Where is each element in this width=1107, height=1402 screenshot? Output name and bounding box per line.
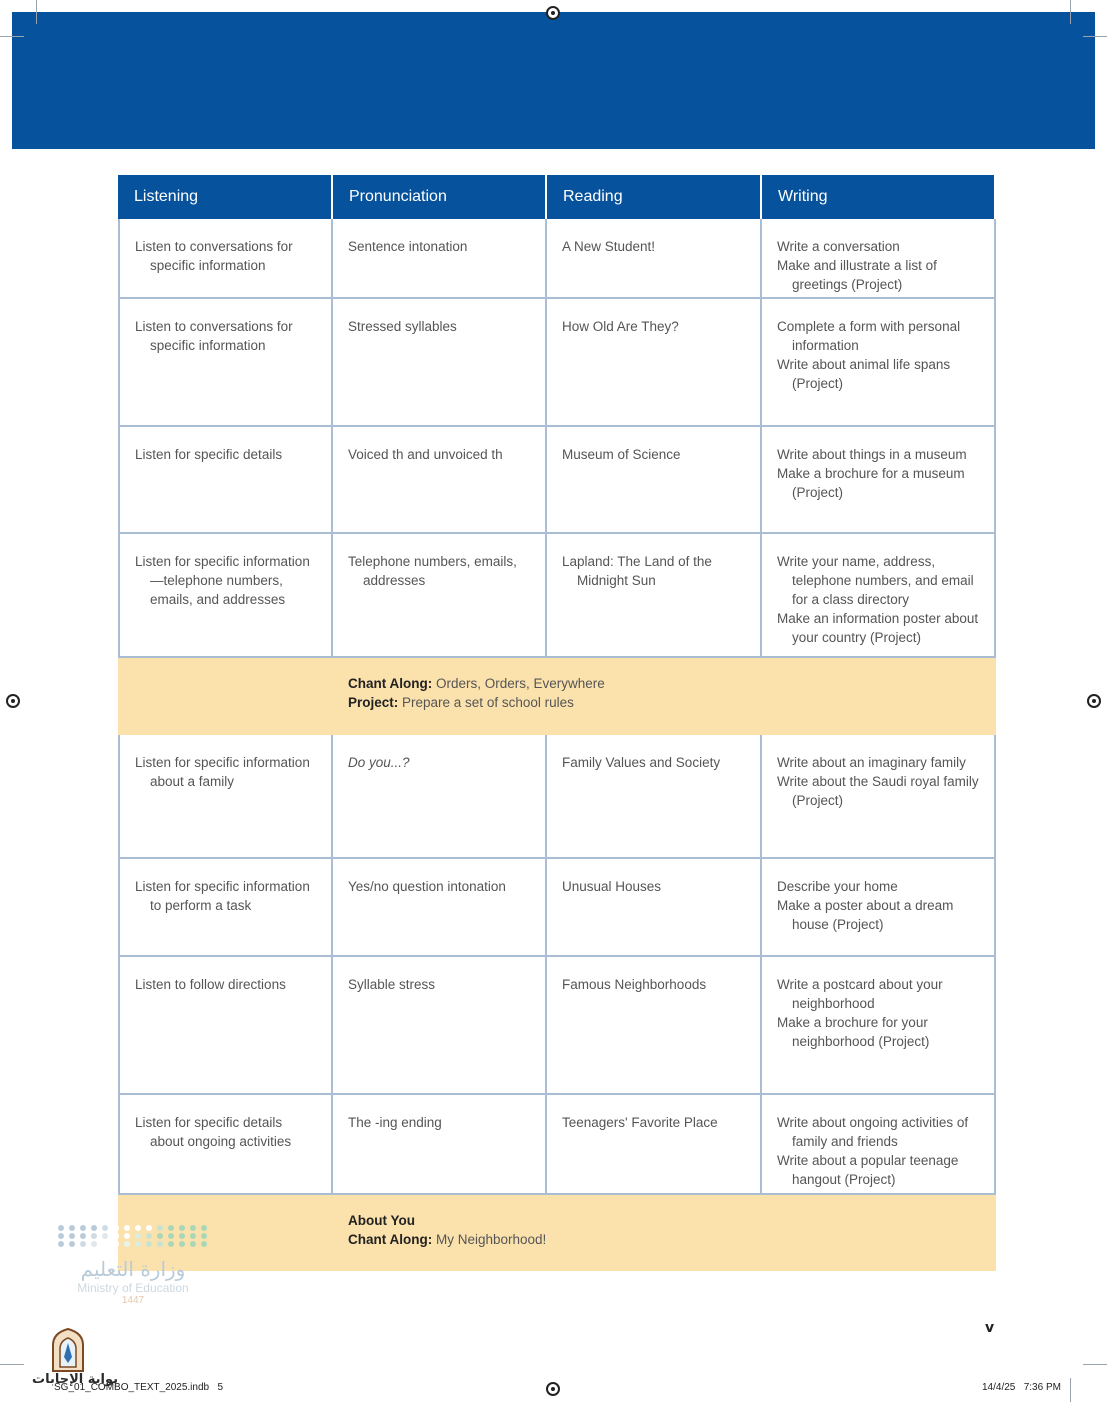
crop-mark [1070, 0, 1071, 24]
cell-text: Make a poster about a dream house (Project) [777, 898, 954, 932]
cell-text: Make a brochure for your neighborhood (Project) [777, 1015, 930, 1049]
header-listening: Listening [118, 175, 333, 219]
writing-cell [762, 427, 996, 534]
listening-cell [118, 859, 333, 957]
band-text: Orders, Orders, Everywhere [432, 676, 605, 691]
syllabus-table [118, 175, 996, 1271]
ministry-name-en: Ministry of Education [77, 1281, 189, 1295]
registration-mark-icon [546, 6, 560, 20]
reading-cell [547, 735, 762, 859]
writing-cell [762, 1095, 996, 1195]
crop-mark [36, 0, 37, 24]
pronunciation-cell [333, 859, 547, 957]
cell-text: Famous Neighborhoods [562, 977, 707, 992]
writing-cell [762, 219, 996, 299]
reading-cell [547, 957, 762, 1095]
ministry-logo [58, 1225, 208, 1306]
cell-text: The -ing ending [348, 1115, 442, 1130]
pronunciation-cell [333, 427, 547, 534]
listening-cell [118, 1095, 333, 1195]
watermark-text: بوابة الإجابات [32, 1372, 118, 1387]
writing-cell [762, 859, 996, 957]
reading-cell [547, 534, 762, 658]
cell-text: Yes/no question intonation [348, 879, 506, 894]
cell-text: Make and illustrate a list of greetings (Project) [777, 258, 937, 292]
listening-cell [118, 957, 333, 1095]
cell-text: Stressed syllables [348, 319, 457, 334]
listening-cell [118, 299, 333, 427]
registration-mark-icon [6, 694, 20, 708]
cell-text: specific information [150, 258, 266, 273]
writing-cell [762, 957, 996, 1095]
cell-text: Teenagers' Favorite Place [562, 1115, 718, 1130]
writing-cell [762, 299, 996, 427]
cell-text: Write about animal life spans (Project) [777, 357, 951, 391]
cell-text: Complete a form with personal information [777, 319, 961, 353]
cell-text: How Old Are They? [562, 319, 679, 334]
band-label: Chant Along: [348, 676, 433, 691]
cell-text: A New Student! [562, 239, 656, 254]
cell-text: Listen to follow directions [135, 977, 286, 992]
ministry-name-ar: وزارة التعليم [80, 1257, 186, 1281]
listening-cell [118, 219, 333, 299]
band-text: My Neighborhood! [432, 1232, 547, 1247]
cell-text: Write about things in a museum [777, 447, 967, 462]
cell-text: Voiced th and unvoiced th [348, 447, 503, 462]
header-writing: Writing [762, 175, 996, 219]
listening-cell [118, 735, 333, 859]
cell-text: Write your name, address, telephone numbers, and email for a class directory [777, 554, 974, 607]
crop-mark [0, 1364, 24, 1365]
cell-text: Listen to conversations for [135, 319, 293, 334]
registration-mark-icon [546, 1382, 560, 1396]
registration-mark-icon [1087, 694, 1101, 708]
cell-text: Make a brochure for a museum (Project) [777, 466, 965, 500]
reading-cell [547, 299, 762, 427]
cell-text: Do you...? [348, 755, 410, 770]
cell-text: Describe your home [777, 879, 898, 894]
writing-cell [762, 534, 996, 658]
band-text: Prepare a set of school rules [398, 695, 574, 710]
cell-text: Write a conversation [777, 239, 900, 254]
pronunciation-cell [333, 735, 547, 859]
about-you-band [118, 1195, 996, 1271]
cell-text: Write about the Saudi royal family (Project) [777, 774, 979, 808]
reading-cell [547, 1095, 762, 1195]
reading-cell [547, 219, 762, 299]
crop-mark [1083, 1364, 1107, 1365]
writing-cell [762, 735, 996, 859]
cell-text: specific information [150, 338, 266, 353]
cell-text: Write a postcard about your neighborhood [777, 977, 943, 1011]
pronunciation-cell [333, 1095, 547, 1195]
cell-text: Unusual Houses [562, 879, 662, 894]
footer-file [54, 1382, 223, 1393]
pronunciation-cell [333, 534, 547, 658]
cell-text: Museum of Science [562, 447, 681, 462]
footer-time: 7:36 PM [1023, 1382, 1061, 1393]
header-reading: Reading [547, 175, 762, 219]
footer-date: 14/4/25 [982, 1382, 1016, 1393]
cell-text: Listen to conversations for [135, 239, 293, 254]
cell-text: Telephone numbers, emails, addresses [348, 554, 517, 588]
listening-cell [118, 534, 333, 658]
crop-mark [1070, 1378, 1071, 1402]
band-label: Chant Along: [348, 1232, 433, 1247]
cell-text: Make an information poster about your country (Project) [777, 611, 979, 645]
reading-cell [547, 859, 762, 957]
header-pronunciation: Pronunciation [333, 175, 547, 219]
ministry-year: 1447 [121, 1295, 145, 1306]
cell-text: Write about ongoing activities of family and friends [777, 1115, 969, 1149]
chant-project-band [118, 658, 996, 735]
cell-text: Lapland: The Land of the Midnight Sun [562, 554, 712, 588]
cell-text: Listen for specific information to perform a task [135, 879, 310, 913]
cell-text: Family Values and Society [562, 755, 721, 770]
cell-text: Write about a popular teenage hangout (Project) [777, 1153, 959, 1187]
pronunciation-cell [333, 299, 547, 427]
band-label: About You [348, 1213, 415, 1228]
cell-text: Sentence intonation [348, 239, 468, 254]
reading-cell [547, 427, 762, 534]
cell-text: Listen for specific information—telephone numbers, emails, and addresses [135, 554, 310, 607]
cell-text: Listen for specific details about ongoing activities [135, 1115, 292, 1149]
ministry-dots-icon [58, 1225, 208, 1247]
cell-text: Syllable stress [348, 977, 436, 992]
cell-text: Listen for specific information about a family [135, 755, 310, 789]
pronunciation-cell [333, 219, 547, 299]
footer-datetime [982, 1382, 1061, 1393]
page-number: v [985, 1320, 995, 1336]
footer-file-name: SG_01_COMBO_TEXT_2025.indb [54, 1382, 210, 1393]
top-banner [12, 12, 1095, 149]
crop-mark [0, 36, 24, 37]
pronunciation-cell [333, 957, 547, 1095]
listening-cell [118, 427, 333, 534]
footer-file-page: 5 [217, 1382, 223, 1393]
watermark-emblem-icon [48, 1327, 88, 1373]
crop-mark [1083, 36, 1107, 37]
band-label: Project: [348, 695, 399, 710]
cell-text: Listen for specific details [135, 447, 283, 462]
cell-text: Write about an imaginary family [777, 755, 966, 770]
